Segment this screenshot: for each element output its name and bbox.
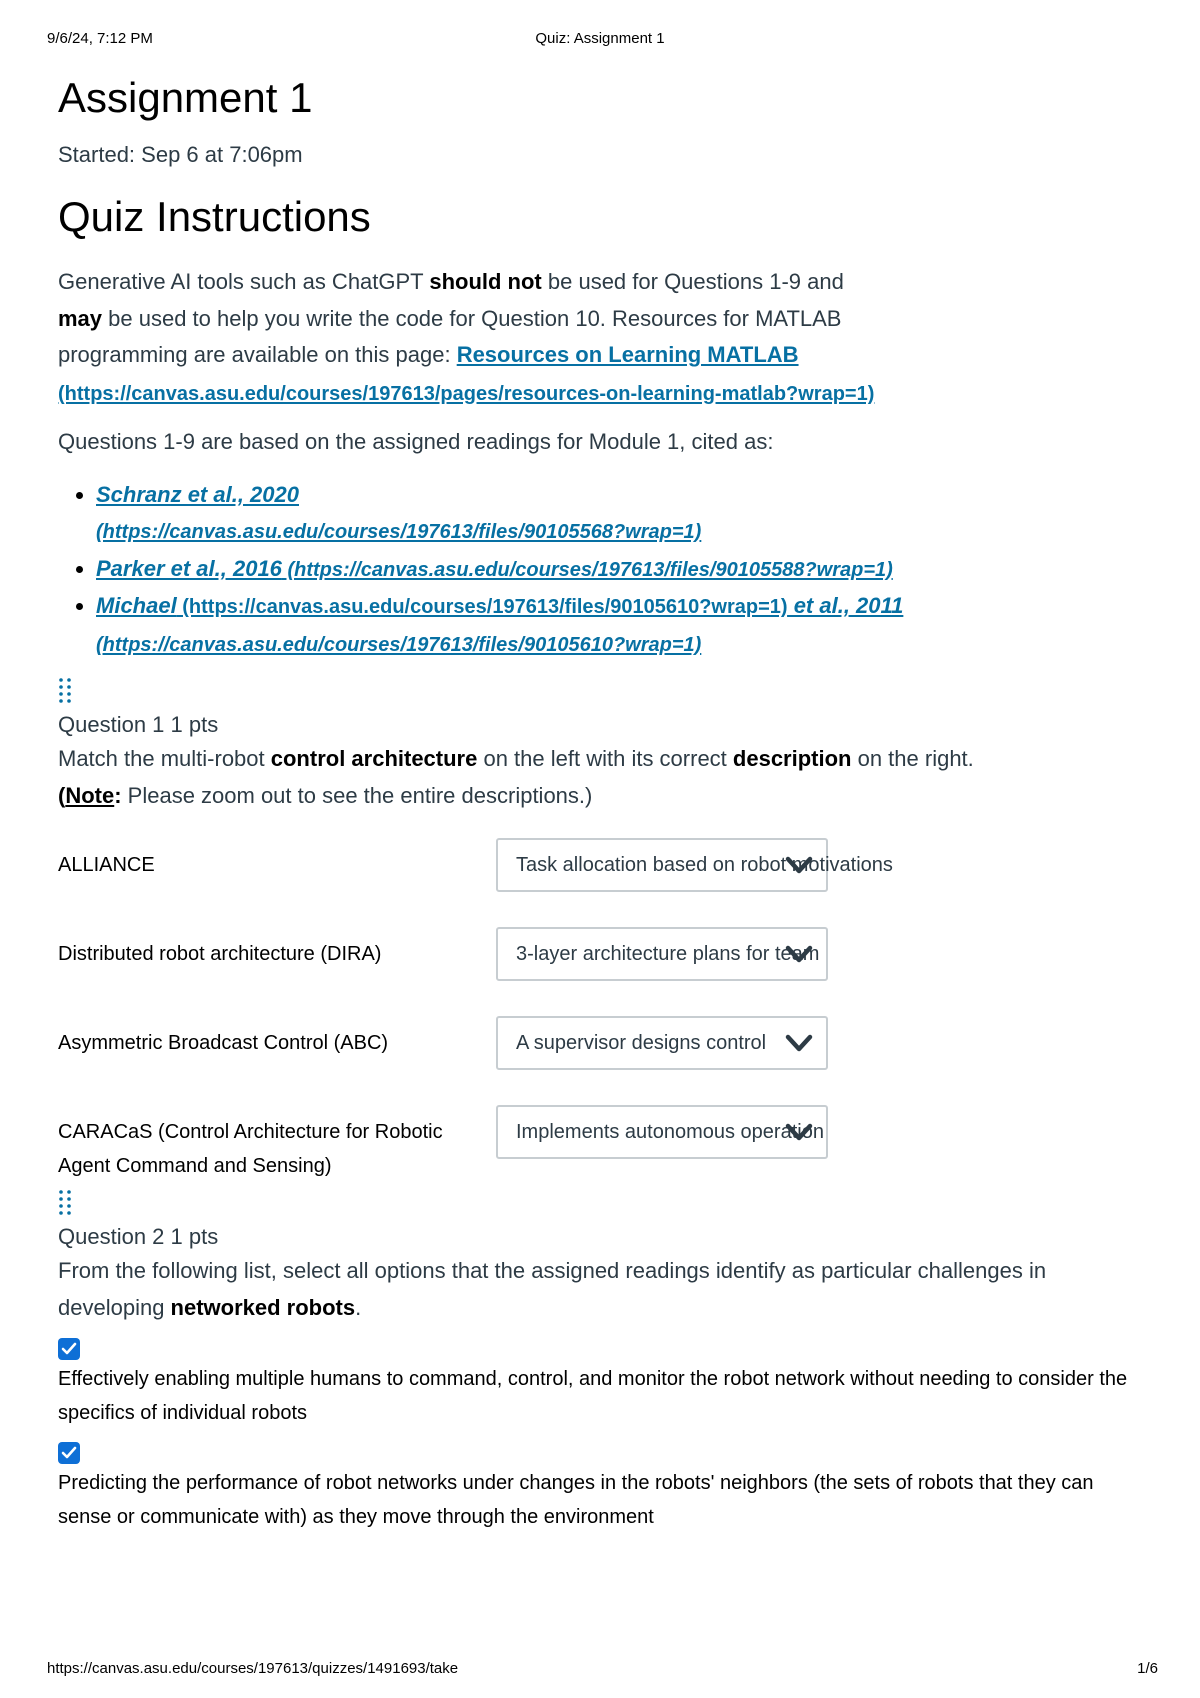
q1-note-colon: : <box>114 782 122 808</box>
match-select-caracas[interactable] <box>496 1105 828 1159</box>
match-row <box>58 927 1158 1016</box>
drag-handle-icon[interactable] <box>58 1189 1158 1219</box>
drag-handle-icon[interactable] <box>58 677 1158 707</box>
q1-text: Match the multi-robot <box>58 746 271 771</box>
reference-item <box>96 477 1158 551</box>
quiz-title: Assignment 1 <box>58 74 313 121</box>
match-label: ALLIANCE <box>58 854 155 876</box>
match-select-value: Implements autonomous operation <box>516 1121 824 1143</box>
quiz-started-time: Started: Sep 6 at 7:06pm <box>58 142 303 167</box>
reference-link-text: Michael <box>96 593 177 618</box>
quiz-instructions-heading: Quiz Instructions <box>58 193 371 240</box>
readings-intro: Questions 1-9 are based on the assigned readings for Module 1, cited as: <box>58 429 774 454</box>
match-label: CARACaS (Control Architecture for Robotic Agent Command and Sensing) <box>58 1121 443 1177</box>
reference-item <box>96 551 1158 589</box>
chevron-down-icon <box>784 941 814 967</box>
match-select-alliance[interactable] <box>496 838 893 892</box>
chevron-down-icon <box>784 1119 814 1145</box>
checkmark-icon <box>61 1446 77 1460</box>
q1-note-paren: ( <box>58 782 66 808</box>
option-label: Effectively enabling multiple humans to command, control, and monitor the robot network without needing to consider the specifics of individual robots <box>58 1368 1128 1424</box>
q2-bold-networked-robots: networked robots <box>170 1294 356 1320</box>
option-checkbox[interactable] <box>58 1338 80 1360</box>
match-select-value: A supervisor designs control <box>516 1032 767 1054</box>
reference-list <box>58 477 1158 664</box>
intro-text: be used for Questions 1-9 and <box>541 269 844 294</box>
checkmark-icon <box>61 1342 77 1356</box>
q1-text: on the right. <box>851 746 974 771</box>
match-label: Distributed robot architecture (DIRA) <box>58 943 382 965</box>
match-list <box>58 838 1158 1185</box>
print-header <box>0 30 1200 50</box>
reference-link-url: (https://canvas.asu.edu/courses/197613/files/90105568?wrap=1) <box>96 521 702 543</box>
option-checkbox[interactable] <box>58 1442 80 1464</box>
q1-text: on the left with its correct <box>477 746 733 771</box>
print-datetime: 9/6/24, 7:12 PM <box>47 30 153 47</box>
question-1-header: Question 1 1 pts <box>58 712 219 737</box>
match-select-dira[interactable] <box>496 927 828 981</box>
q1-note-word: Note <box>65 782 115 808</box>
print-url: https://canvas.asu.edu/courses/197613/quizzes/1491693/take <box>47 1660 459 1677</box>
reference-link-schranz[interactable] <box>96 482 701 544</box>
reference-link-parker[interactable] <box>96 556 893 581</box>
q1-bold-control-architecture: control architecture <box>270 746 478 771</box>
intro-bold-should-not: should not <box>429 269 542 294</box>
resources-link-url: (https://canvas.asu.edu/courses/197613/pages/resources-on-learning-matlab?wrap=1) <box>58 382 875 405</box>
reference-link-michael[interactable] <box>96 593 788 618</box>
question-1-text <box>58 741 1018 814</box>
option-label: Predicting the performance of robot networks under changes in the robots' neighbors (the sets of robots that they can sense or communicate with) as they move through the environment <box>58 1472 1094 1528</box>
match-select-value: 3-layer architecture plans for team <box>516 943 820 965</box>
quiz-intro <box>58 264 888 412</box>
reference-link-url: (https://canvas.asu.edu/courses/197613/files/90105588?wrap=1) <box>281 558 893 581</box>
chevron-down-icon <box>784 852 814 878</box>
print-footer <box>0 1660 1200 1680</box>
intro-text: Generative AI tools such as ChatGPT <box>58 269 430 294</box>
match-label: Asymmetric Broadcast Control (ABC) <box>58 1032 389 1054</box>
q1-bold-description: description <box>732 746 852 771</box>
question-2-header: Question 2 1 pts <box>58 1224 219 1249</box>
checkbox-checked[interactable] <box>58 1338 80 1360</box>
match-row <box>58 1105 1158 1185</box>
print-page-number: 1/6 <box>1137 1660 1158 1677</box>
reference-link-text: Parker et al., 2016 <box>96 555 282 581</box>
match-select-abc[interactable] <box>496 1016 828 1070</box>
q1-note-text: Please zoom out to see the entire descriptions.) <box>121 782 593 808</box>
match-row <box>58 1016 1158 1105</box>
reference-link-text: et al., 2011 <box>787 593 904 618</box>
intro-text: be used to help you write the code for Question 10. Resources for MATLAB programming are available on this page: <box>58 305 842 367</box>
print-page-title: Quiz: Assignment 1 <box>535 30 665 47</box>
resources-link-text: Resources on Learning MATLAB <box>456 342 799 367</box>
match-select-value: Task allocation based on robot motivations <box>516 854 893 876</box>
reference-link-text: Schranz et al., 2020 <box>96 481 299 507</box>
quiz-content <box>58 70 1158 1534</box>
match-row <box>58 838 1158 927</box>
reference-item <box>96 588 1158 663</box>
q2-text: From the following list, select all options that the assigned readings identify as particular challenges in developing <box>58 1258 1047 1320</box>
question-2-text <box>58 1253 1158 1326</box>
reference-link-url: (https://canvas.asu.edu/courses/197613/files/90105610?wrap=1) <box>96 633 702 656</box>
intro-bold-may: may <box>58 305 103 331</box>
q2-text: . <box>355 1294 362 1320</box>
chevron-down-icon <box>784 1030 814 1056</box>
reference-link-url: (https://canvas.asu.edu/courses/197613/files/90105610?wrap=1) <box>176 596 788 618</box>
checkbox-checked[interactable] <box>58 1442 80 1464</box>
